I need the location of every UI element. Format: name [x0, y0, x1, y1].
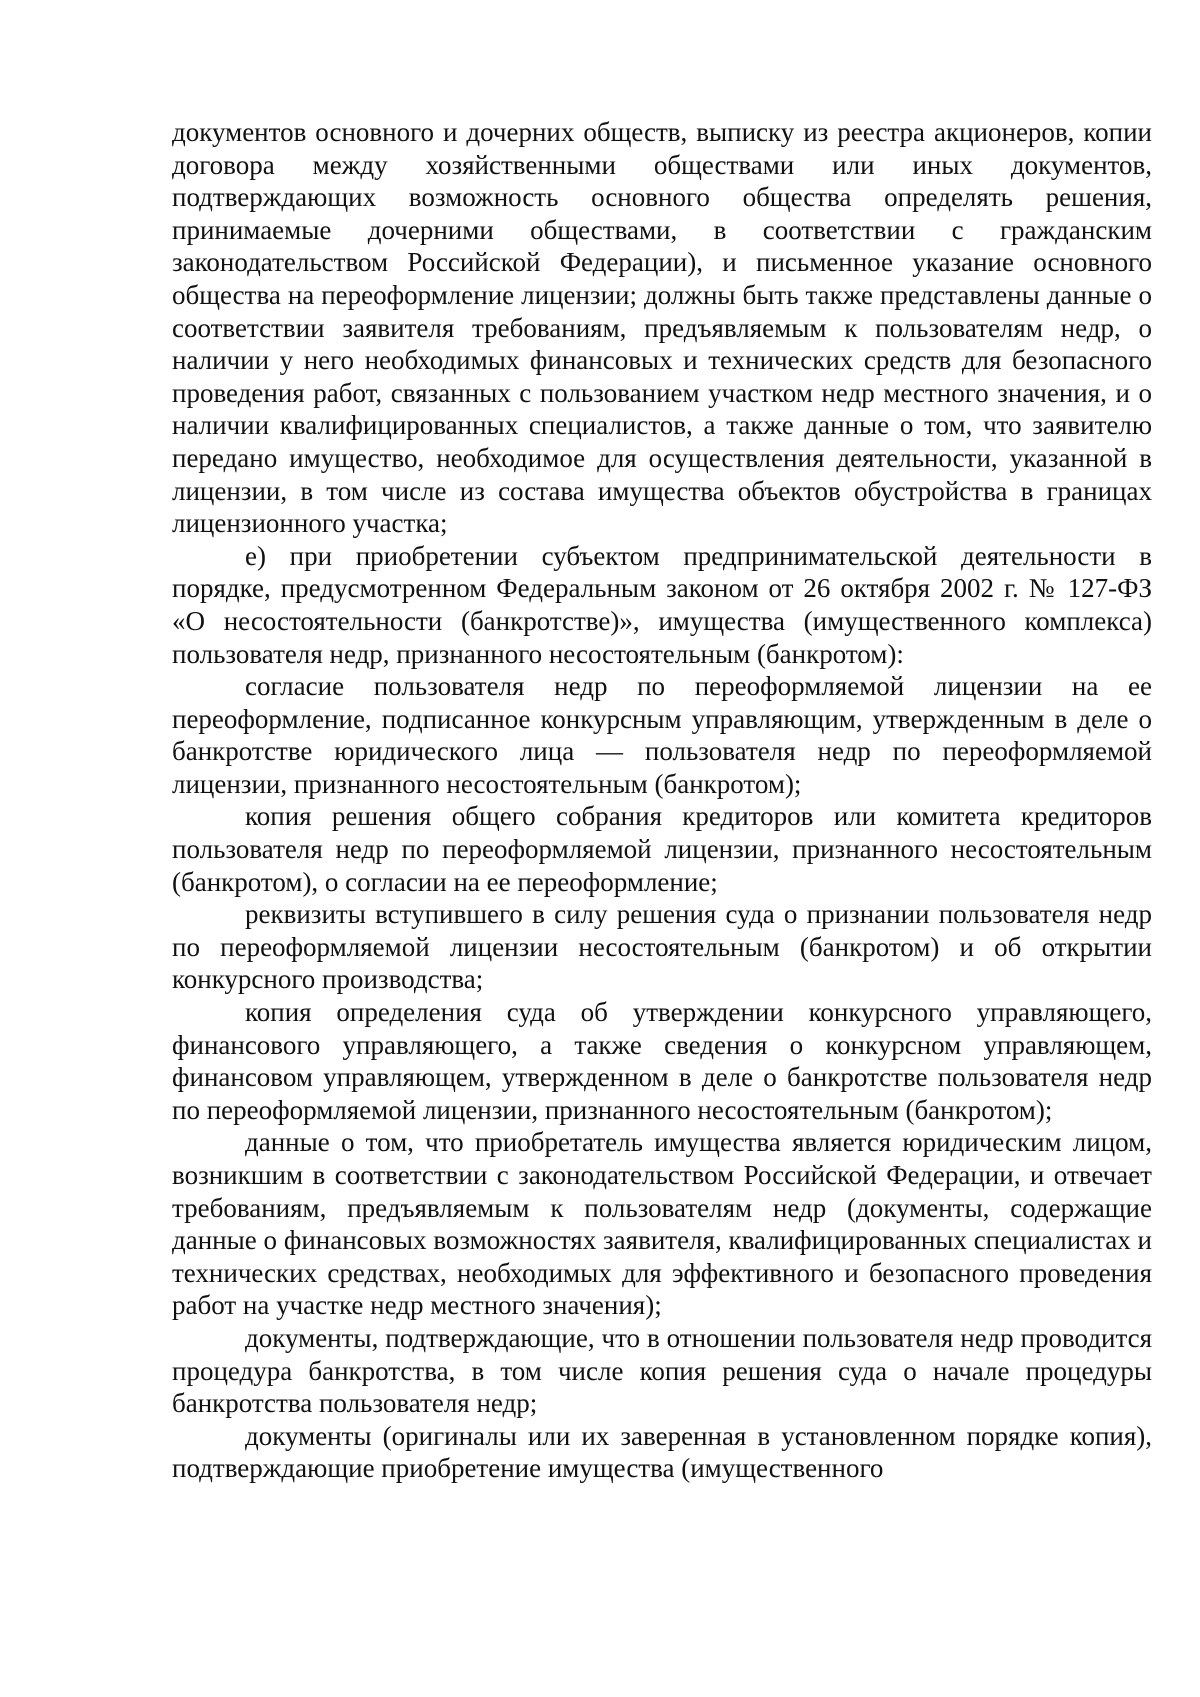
paragraph: данные о том, что приобретатель имущества является юридическим лицом, возникшим в соответствии с законодательством Российской Федерации, и отвечает требованиям, предъявляемым к пользователям недр (документы, содержащие данные о финансовых возможностях заявителя, квалифицированных специалистах и технических средствах, необходимых для эффективного и безопасного проведения работ на участке недр местного значения); [172, 1127, 1152, 1321]
document-body [172, 116, 1152, 1485]
paragraph: копия решения общего собрания кредиторов или комитета кредиторов пользователя недр по переоформляемой лицензии, признанного несостоятельным (банкротом), о согласии на ее переоформление; [172, 801, 1152, 897]
paragraph: согласие пользователя недр по переоформляемой лицензии на ее переоформление, подписанное конкурсным управляющим, утвержденным в деле о банкротстве юридического лица — пользователя недр по переоформляемой лицензии, признанного несостоятельным (банкротом); [172, 671, 1152, 799]
paragraph: копия определения суда об утверждении конкурсного управляющего, финансового управляющего, а также сведения о конкурсном управляющем, финансовом управляющем, утвержденном в деле о банкротстве пользователя недр по переоформляемой лицензии, признанного несостоятельным (банкротом); [172, 997, 1152, 1125]
paragraph: е) при приобретении субъектом предпринимательской деятельности в порядке, предусмотренном Федеральным законом от 26 октября 2002 г. № 127-ФЗ «О несостоятельности (банкротстве)», имущества (имущественного комплекса) пользователя недр, признанного несостоятельным (банкротом): [172, 540, 1152, 669]
paragraph: документов основного и дочерних обществ, выписку из реестра акционеров, копии договора между хозяйственными обществами или иных документов, подтверждающих возможность основного общества определять решения, принимаемые дочерними обществами, в соответствии с гражданским законодательством Российской Федерации), и письменное указание основного общества на переоформление лицензии; должны быть также представлены данные о соответствии заявителя требованиям, предъявляемым к пользователям недр, о наличии у него необходимых финансовых и технических средств для безопасного проведения работ, связанных с пользованием участком недр местного значения, и о наличии квалифицированных специалистов, а также данные о том, что заявителю передано имущество, необходимое для осуществления деятельности, указанной в лицензии, в том числе из состава имущества объектов обустройства в границах лицензионного участка; [172, 117, 1152, 539]
paragraph: документы (оригиналы или их заверенная в установленном порядке копия), подтверждающие приобретение имущества (имущественного [172, 1420, 1152, 1484]
paragraph: документы, подтверждающие, что в отношении пользователя недр проводится процедура банкротства, в том числе копия решения суда о начале процедуры банкротства пользователя недр; [172, 1322, 1152, 1419]
paragraph: реквизиты вступившего в силу решения суда о признании пользователя недр по переоформляемой лицензии несостоятельным (банкротом) и об открытии конкурсного производства; [172, 899, 1152, 995]
